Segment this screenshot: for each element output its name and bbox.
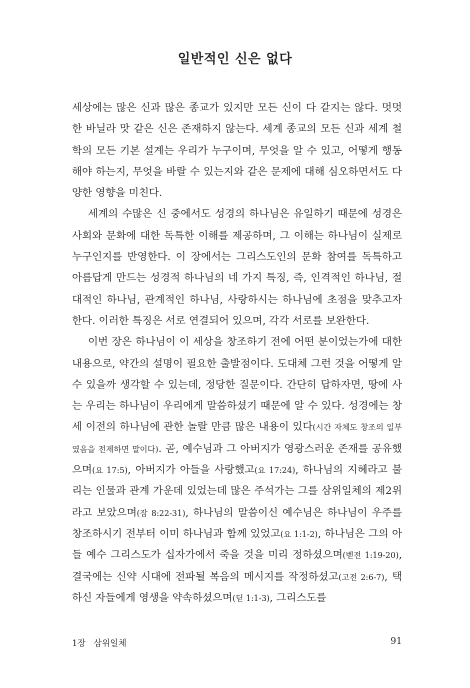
- text-run: , 하나님의 지혜라고 불리는 인물과 관계 가운데 있었는데 많은 주석가는 그를 삼위일체의 제2위라고 보았으며: [72, 464, 403, 519]
- page-number: 91: [390, 637, 402, 647]
- paragraph: [72, 204, 402, 332]
- citation: (벧전 1:19-20): [342, 551, 399, 561]
- citation: (고전 2:6-7): [338, 572, 385, 582]
- section-title: 일반적인 신은 없다: [177, 52, 293, 67]
- citation: (요 17:24): [254, 466, 296, 476]
- text-run: , 결국에는 신약 시대에 전파될 복음의 메시지를 작정하셨고: [72, 549, 403, 583]
- text-run: , 아버지가 아들을 사랑했고: [127, 464, 255, 477]
- paragraph: [72, 332, 402, 609]
- running-footer: [72, 637, 126, 649]
- text-run: , 하나님의 말씀이신 예수님은 하나님이 우주를 창조하시기 전부터 이미 하나님과 함께 있었고: [72, 506, 402, 540]
- footer-section: 삼위일체: [93, 639, 127, 649]
- body-text: [72, 98, 402, 609]
- citation: (요 17:5): [92, 466, 128, 476]
- text-run: 세상에는 많은 신과 많은 종교가 있지만 모든 신이 다 같지는 않다. 멋멋한 바닐라 맛 같은 신은 존재하지 않는다. 세계 종교의 모든 신과 세계 철학의 모든 기본 설계는 우리가 누구이며, 무엇을 알 수 있고, 어떻게 행동해야 하는지, 무엇을 바랄 수 있는지와 같은 문제에 대해 심오하면서도 다양한 영향을 미친다.: [72, 102, 402, 200]
- text-run: 이번 장은 하나님이 이 세상을 창조하기 전에 어떤 분이었는가에 대한 내용으로, 약간의 설명이 필요한 출발점이다. 도대체 그런 것을 어떻게 알 수 있을까 생각할 수 있는데, 정당한 질문이다. 간단히 답하자면, 땅에 사는 우리는 하나님이 우리에게 말씀하셨기 때문에 알 수 있다. 성경에는 창세 이전의 하나님에 관한 놀랄 만큼 많은 내용이 있다: [72, 336, 402, 434]
- citation: (시간 자체도 창조의 일부였음을 전제하면 말이다): [72, 423, 402, 454]
- citation: (딛 1:1-3): [232, 593, 270, 603]
- citation: (잠 8:22-31): [136, 508, 186, 518]
- citation: (요 1:1-2): [280, 529, 318, 539]
- text-run: , 하나님은 그의 아들 예수 그리스도가 십자가에서 죽을 것을 미리 정하셨으며: [72, 527, 402, 562]
- text-run: , 그리스도를: [269, 591, 327, 604]
- text-run: . 곧, 예수님과 그 아버지가 영광스러운 존재를 공유했으며: [72, 442, 402, 477]
- text-run: , 택하신 자들에게 영생을 약속하셨으며: [72, 570, 402, 604]
- footer-chapter: 1장: [72, 639, 86, 649]
- text-run: 세계의 수많은 신 중에서도 성경의 하나님은 유일하기 때문에 성경은 사회와 문화에 대한 독특한 이해를 제공하며, 그 이해는 하나님이 실제로 누구인지를 반영한다. 이 장에서는 그리스도인의 문화 참여를 독특하고 아름답게 만드는 성경적 하나님의 네 가지 특징, 즉, 인격적인 하나님, 절대적인 하나님, 관계적인 하나님, 사랑하시는 하나님에 초점을 맞추고자 한다. 이러한 특징은 서로 연결되어 있으며, 각각 서로를 보완한다.: [72, 208, 402, 327]
- paragraph: [72, 98, 402, 204]
